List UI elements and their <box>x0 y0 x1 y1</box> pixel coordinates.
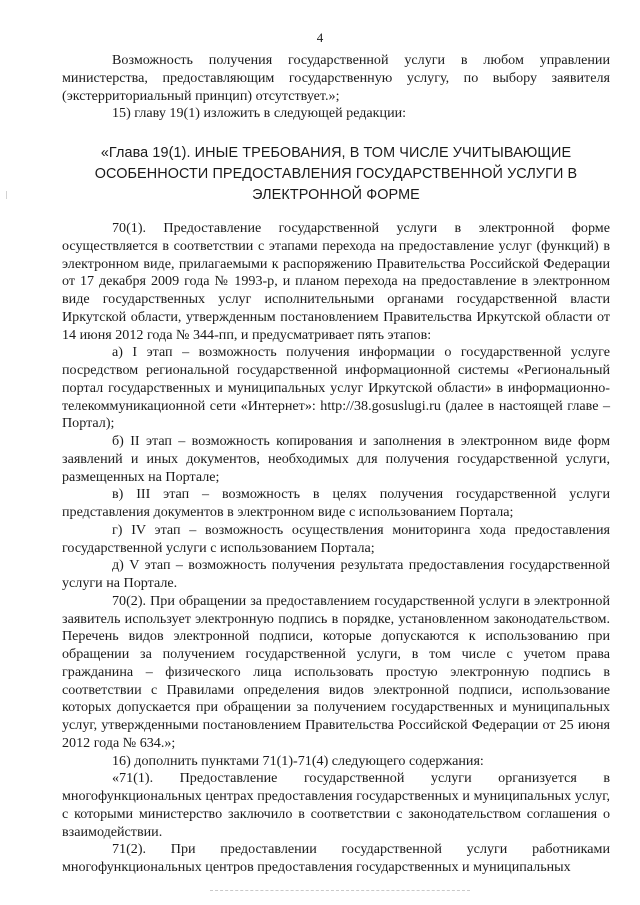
document-body <box>62 52 610 877</box>
chapter-heading <box>62 143 610 206</box>
paragraph-item-16: 16) дополнить пунктами 71(1)-71(4) следующего содержания: <box>112 752 484 769</box>
chapter-heading-line-1: «Глава 19(1). ИНЫЕ ТРЕБОВАНИЯ, В ТОМ ЧИСЛЕ УЧИТЫВАЮЩИЕ <box>100 145 572 161</box>
paragraph-70-2: 70(2). При обращении за предоставлением государственной услуги в электронной заявитель использует электронную подпись в порядке, установленном законодательством. Перечень видов электронной подписи, которые допускаются к использованию при обращении за получением государственной услуги, в том числе с учетом права гражданина – физического лица использовать простую электронную подпись в соответствии с Правилами определения видов электронной подписи, использование которых допускается при обращении за получением государственных и муниципальных услуг, утвержденными постановлением Правительства Российской Федерации от 25 июня 2012 года № 634.»; <box>62 592 610 751</box>
chapter-heading-line-3: ЭЛЕКТРОННОЙ ФОРМЕ <box>252 187 420 203</box>
paragraph-71-2: 71(2). При предоставлении государственной услуги работниками многофункциональных центров предоставления государственных и муниципальных <box>62 841 610 875</box>
paragraph-71-1: «71(1). Предоставление государственной услуги организуется в многофункциональных центрах предоставления государственных и муниципальных услуг, с которыми министерство заключило в соответствии с законодательством соглашения о взаимодействии. <box>62 770 610 840</box>
scan-footer-marks <box>210 890 470 894</box>
paragraph-stage-b: б) II этап – возможность копирования и заполнения в электронном виде форм заявлений и иных документов, необходимых для получения государственной услуги, размещенных на Портале; <box>62 433 610 485</box>
page-number: 4 <box>316 30 324 45</box>
paragraph-stage-d: д) V этап – возможность получения результата предоставления государственной услуги на Портале. <box>62 557 610 591</box>
paragraph-extraterritorial: Возможность получения государственной услуги в любом управлении министерства, предоставляющим государственную услугу, по выбору заявителя (экстерриториальный принцип) отсутствует.»; <box>62 52 610 104</box>
paragraph-stage-a: а) I этап – возможность получения информации о государственной услуге посредством региональной государственной информационной системы «Региональный портал государственных и муниципальных услуг Иркутской области» в информационно-телекоммуникационной сети «Интернет»: http://38.gosuslugi.ru (далее в настоящей главе – Портал); <box>62 344 610 432</box>
paragraph-item-15: 15) главу 19(1) изложить в следующей редакции: <box>112 105 407 122</box>
paragraph-stage-g: г) IV этап – возможность осуществления мониторинга хода предоставления государственной услуги с использованием Портала; <box>62 521 610 556</box>
scan-margin-mark <box>6 191 10 199</box>
paragraph-stage-v: в) III этап – возможность в целях получения государственной услуги представления документов в электронном виде с использованием Портала; <box>62 486 610 520</box>
paragraph-70-1: 70(1). Предоставление государственной услуги в электронной форме осуществляется в соответствии с этапами перехода на предоставление услуг (функций) в электронном виде, прилагаемыми к распоряжению Правительства Российской Федерации от 17 декабря 2009 года № 1993-р, и планом перехода на предоставление в электронном виде государственных услуг исполнительными органами государственной власти Иркутской области, утвержденным постановлением Правительства Иркутской области от 14 июня 2012 года № 344-пп, и предусматривает пять этапов: <box>62 220 610 343</box>
chapter-heading-line-2: ОСОБЕННОСТИ ПРЕДОСТАВЛЕНИЯ ГОСУДАРСТВЕННОЙ УСЛУГИ В <box>94 166 578 182</box>
